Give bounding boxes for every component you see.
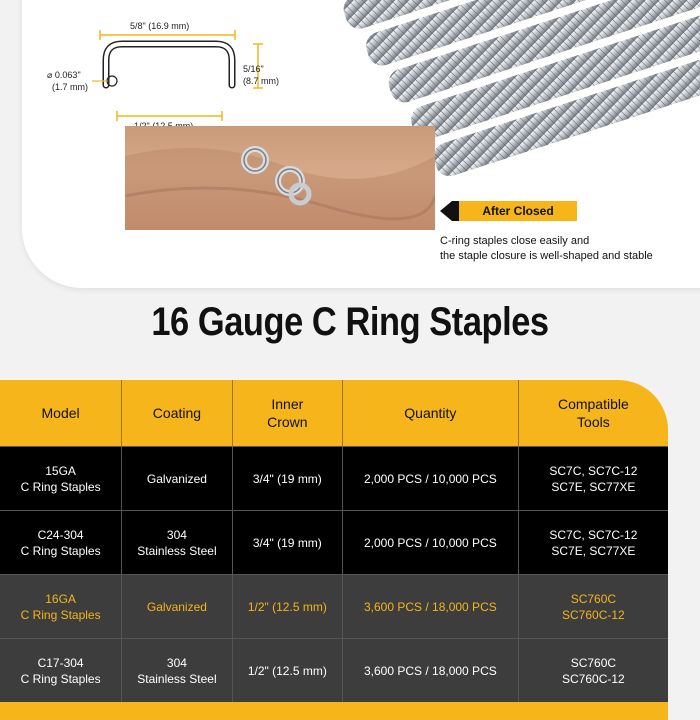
header-inner-crown: Inner Crown	[232, 380, 342, 447]
quantity-cell: 2,000 PCS / 10,000 PCS	[342, 511, 518, 575]
model-cell: 16GA C Ring Staples	[0, 575, 122, 639]
coating-cell: Galvanized	[122, 447, 233, 511]
after-closed-label: After Closed	[459, 201, 577, 221]
table-row	[0, 447, 668, 511]
closure-description-line-2: the staple closure is well-shaped and stable	[440, 250, 653, 262]
tools-cell: SC760C SC760C-12	[518, 575, 668, 639]
tools-cell: SC7C, SC7C-12 SC7E, SC77XE	[518, 511, 668, 575]
coating-cell: Galvanized	[122, 575, 233, 639]
model-cell: C17-304 C Ring Staples	[0, 639, 122, 703]
quantity-cell: 3,600 PCS / 18,000 PCS	[342, 639, 518, 703]
crown-outer-label: 5/8" (16.9 mm)	[130, 21, 190, 31]
quantity-cell: 2,000 PCS / 10,000 PCS	[342, 447, 518, 511]
table-row-highlighted	[0, 575, 668, 639]
table-row	[0, 511, 668, 575]
leg-length-label-2: (8.7 mm)	[243, 76, 279, 86]
tools-cell: SC7C, SC7C-12 SC7E, SC77XE	[518, 447, 668, 511]
closure-description-line-1: C-ring staples close easily and	[440, 235, 590, 247]
wire-diameter-label-2: (1.7 mm)	[52, 82, 88, 92]
tools-cell: SC760C SC760C-12	[518, 639, 668, 703]
model-cell: C24-304 C Ring Staples	[0, 511, 122, 575]
leg-length-label-1: 5/16"	[243, 64, 264, 74]
closed-rings-hand-photo	[125, 126, 435, 230]
header-model: Model	[0, 380, 122, 447]
closure-description	[440, 234, 700, 264]
quantity-cell: 3,600 PCS / 18,000 PCS	[342, 575, 518, 639]
header-compatible-tools: Compatible Tools	[557, 396, 629, 430]
table-header-row	[0, 380, 668, 447]
page-title: 16 Gauge C Ring Staples	[151, 300, 549, 344]
wire-diameter-label-1: ⌀ 0.063"	[47, 70, 81, 80]
crown-cell: 1/2" (12.5 mm)	[232, 639, 342, 703]
header-quantity: Quantity	[342, 380, 518, 447]
crown-cell: 3/4" (19 mm)	[232, 447, 342, 511]
header-coating: Coating	[122, 380, 233, 447]
coating-cell: 304 Stainless Steel	[122, 639, 233, 703]
spec-table	[0, 380, 668, 702]
spec-table-container	[0, 380, 668, 720]
model-cell: 15GA C Ring Staples	[0, 447, 122, 511]
crown-cell: 3/4" (19 mm)	[232, 511, 342, 575]
coating-cell: 304 Stainless Steel	[122, 511, 233, 575]
crown-cell: 1/2" (12.5 mm)	[232, 575, 342, 639]
table-row	[0, 639, 668, 703]
